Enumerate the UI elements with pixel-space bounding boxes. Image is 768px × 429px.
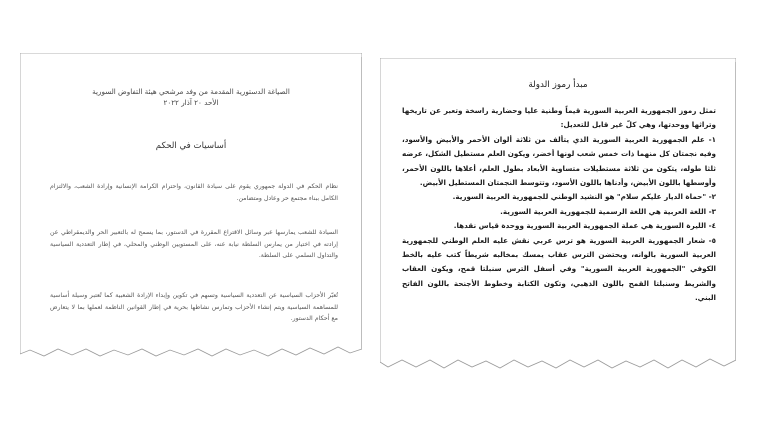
left-document-page	[20, 53, 362, 361]
left-page-header-title: الصياغة الدستورية المقدمة من وفد مرشحي هيئة التفاوض السورية	[92, 87, 290, 96]
right-document-page	[380, 58, 736, 374]
left-page-paragraph-1: نظام الحكم في الدولة جمهوري يقوم على سيادة القانون، واحترام الكرامة الإنسانية وإرادة الشعب، والالتزام الكامل ببناء مجتمع حر وعادل ومتضامن.	[50, 183, 338, 202]
left-page-header-date: الأحد ٢٠ آذار ٢٠٢٢	[163, 98, 219, 107]
left-page-paragraph-3: تُعبّر الأحزاب السياسية عن التعددية السياسية وتسهم في تكوين وإبداء الإرادة الشعبية كما تُعتبر وسيلة أساسية للمساهمة السياسية ويتم إنشاء الأحزاب وتمارس نشاطها بحرية في إطار القوانين الناظمة لعملها بما لا يتعارض مع أحكام الدستور.	[50, 292, 338, 322]
right-page-item-5: ٥- شعار الجمهورية العربية السورية هو ترس عربي نقش عليه العلم الوطني للجمهورية العربية السورية بالوانه، ويحتضن الترس عقاب يمسك بمخالبه شريطاً كتب عليه بالخط الكوفي "الجمهورية العربية السورية" وفي أسفل الترس سنبلتا قمح، ويكون العقاب والشريط وسنبلتا القمح باللون الذهبي، وتكون الكتابة وخطوط الأجنحة باللون الفاتح البني.	[402, 235, 716, 303]
right-page-item-1: ١- علم الجمهورية العربية السورية الذي يتألف من ثلاثة ألوان الأحمر والأبيض والأسود، وفيه نجمتان كل منهما ذات خمس شعب لونها أخضر، ويكون العلم مستطيل الشكل، عرضه ثلثا طوله، يتكون من ثلاثة مستطيلات متساوية الأبعاد بطول العلم، أعلاها باللون الأحمر، وأوسطها باللون الأبيض، وأدناها باللون الأسود، وتتوسط النجمتان المستطيل الأبيض.	[402, 134, 716, 188]
right-page-item-3: ٣- اللغة العربية هي اللغة الرسمية للجمهورية العربية السورية.	[500, 206, 716, 216]
right-page-item-4: ٤- الليرة السورية هي عملة الجمهورية العربية السورية ووحدة قياس نقدها.	[453, 221, 716, 231]
right-page-intro: تمثل رموز الجمهورية العربية السورية قيماً وطنية عليا وحضارية راسخة وتعبر عن تاريخها وتراثها ووحدتها، وهي كلّ غير قابل للتعديل:	[402, 106, 716, 130]
left-page-section-title: أساسيات في الحكم	[155, 141, 227, 151]
right-page-item-2: ٢- "حماة الديار عليكم سلام" هو النشيد الوطني للجمهورية العربية السورية.	[452, 192, 716, 202]
right-page-title: مبدأ رموز الدولة	[528, 80, 588, 90]
right-page-body	[402, 104, 716, 306]
left-page-paragraph-2: السيادة للشعب يمارسها عبر وسائل الاقتراع المقررة في الدستور، بما يسمح له بالتعبير الحر والديمقراطي عن إرادته في اختيار من يمارس السلطة نيابة عنه، على المستويين الوطني والمحلي، في إطار التعددية السياسية والتداول السلمي على السلطة.	[50, 229, 338, 259]
